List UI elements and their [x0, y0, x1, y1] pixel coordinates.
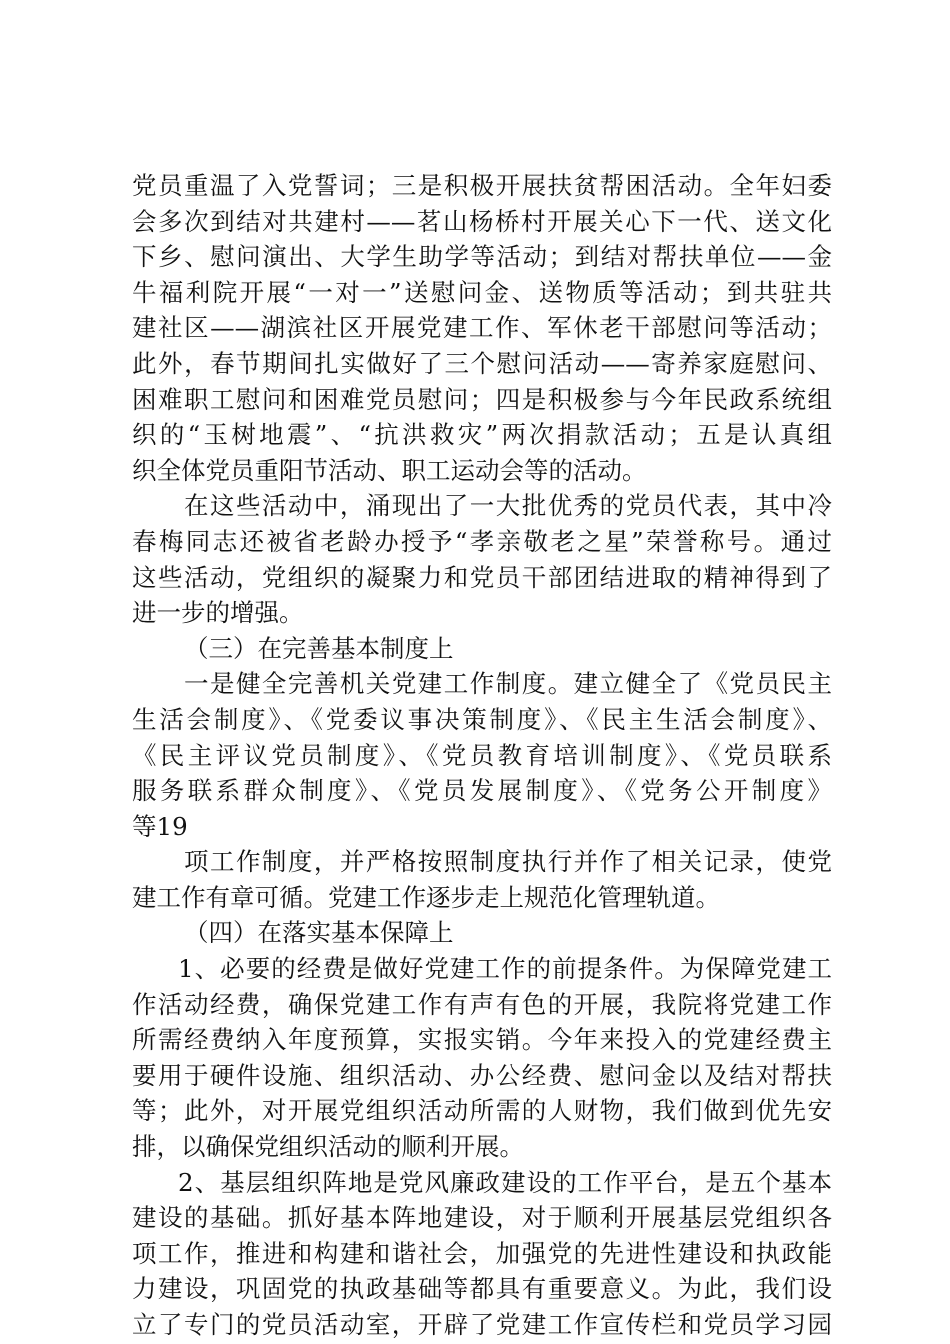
- text-line: 下乡、慰问演出、大学生助学等活动；到结对帮扶单位——金: [132, 242, 832, 272]
- text-line: 建社区——湖滨社区开展党建工作、军休老干部慰问等活动；: [132, 313, 832, 343]
- paragraph-first-line: 在这些活动中，涌现出了一大批优秀的党员代表，其中冷: [184, 491, 832, 521]
- text-line: 会多次到结对共建村——茗山杨桥村开展关心下一代、送文化: [132, 206, 832, 236]
- paragraph-first-line: 2、基层组织阵地是党风廉政建设的工作平台，是五个基本: [178, 1167, 832, 1197]
- text-line: 《民主评议党员制度》、《党员教育培训制度》、《党员联系: [132, 740, 832, 770]
- paragraph-first-line: 1、必要的经费是做好党建工作的前提条件。为保障党建工: [178, 954, 832, 984]
- text-line: 力建设，巩固党的执政基础等都具有重要意义。为此，我们设: [132, 1274, 832, 1304]
- text-line: 生活会制度》、《党委议事决策制度》、《民主生活会制度》、: [132, 704, 832, 734]
- text-line: 项工作，推进和构建和谐社会，加强党的先进性建设和执政能: [132, 1238, 832, 1268]
- text-line: 织全体党员重阳节活动、职工运动会等的活动。: [132, 455, 647, 485]
- text-line: 所需经费纳入年度预算，实报实销。今年来投入的党建经费主: [132, 1025, 832, 1055]
- text-line: 等；此外，对开展党组织活动所需的人财物，我们做到优先安: [132, 1096, 832, 1126]
- text-line: 建工作有章可循。党建工作逐步走上规范化管理轨道。: [132, 882, 720, 912]
- text-line: 党员重温了入党誓词；三是积极开展扶贫帮困活动。全年妇委: [132, 171, 832, 200]
- section-heading: （三）在完善基本制度上: [184, 633, 454, 663]
- text-line: 织的“玉树地震”、“抗洪救灾”两次捐款活动；五是认真组: [132, 420, 832, 450]
- text-line: 春梅同志还被省老龄办授予“孝亲敬老之星”荣誉称号。通过: [132, 526, 832, 556]
- text-line: 排，以确保党组织活动的顺利开展。: [132, 1132, 524, 1162]
- text-line: 要用于硬件设施、组织活动、办公经费、慰问金以及结对帮扶: [132, 1060, 832, 1090]
- text-line: 这些活动，党组织的凝聚力和党员干部团结进取的精神得到了: [132, 562, 832, 592]
- document-body: [132, 168, 832, 1343]
- text-line: 立了专门的党员活动室，开辟了党建工作宣传栏和党员学习园: [132, 1310, 832, 1339]
- paragraph-first-line: 项工作制度，并严格按照制度执行并作了相关记录，使党: [184, 847, 832, 877]
- paragraph-first-line: 一是健全完善机关党建工作制度。建立健全了《党员民主: [184, 669, 832, 699]
- text-line: 进一步的增强。: [132, 598, 304, 628]
- text-line: 等19: [132, 811, 188, 841]
- section-heading: （四）在落实基本保障上: [184, 918, 454, 948]
- text-line: 牛福利院开展“一对一”送慰问金、送物质等活动；到共驻共: [132, 277, 832, 307]
- text-line: 服务联系群众制度》、《党员发展制度》、《党务公开制度》: [132, 776, 832, 806]
- text-line: 作活动经费，确保党建工作有声有色的开展，我院将党建工作: [132, 989, 832, 1019]
- text-line: 困难职工慰问和困难党员慰问；四是积极参与今年民政系统组: [132, 384, 832, 414]
- text-line: 此外，春节期间扎实做好了三个慰问活动——寄养家庭慰问、: [132, 348, 832, 378]
- text-line: 建设的基础。抓好基本阵地建设，对于顺利开展基层党组织各: [132, 1203, 832, 1233]
